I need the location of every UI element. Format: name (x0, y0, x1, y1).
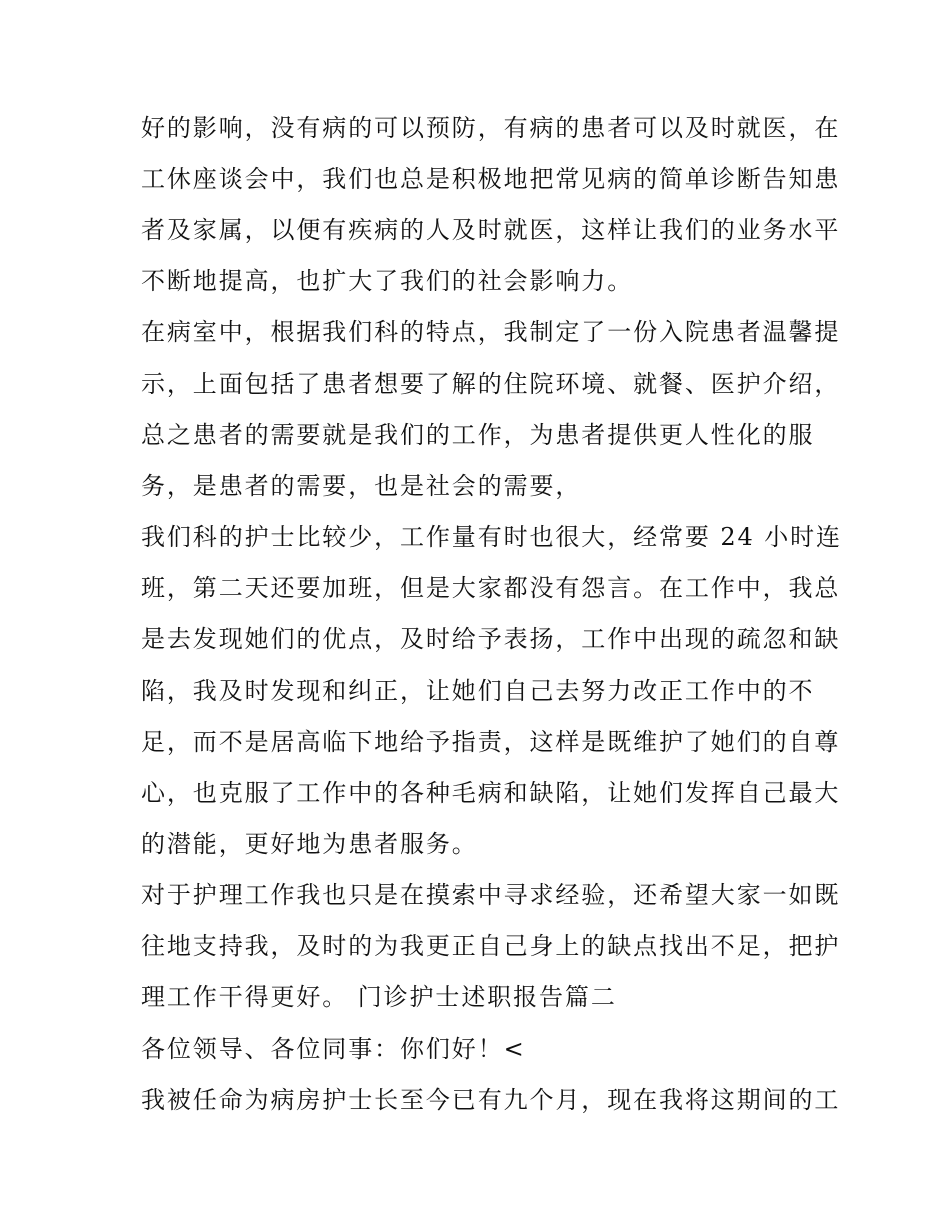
text-line: 班，第二天还要加班，但是大家都没有怨言。在工作中，我总 (141, 574, 841, 602)
text-line: 心，也克服了工作中的各种毛病和缺陷，让她们发挥自己最大 (141, 779, 841, 807)
text-line: 工休座谈会中，我们也总是积极地把常见病的简单诊断告知患 (141, 165, 841, 193)
text-line: 在病室中，根据我们科的特点，我制定了一份入院患者温馨提 (141, 318, 841, 346)
text-line: 足，而不是居高临下地给予指责，这样是既维护了她们的自尊 (141, 728, 841, 756)
text-line: 者及家属，以便有疾病的人及时就医，这样让我们的业务水平 (141, 216, 841, 244)
text-line: 是去发现她们的优点，及时给予表扬，工作中出现的疏忽和缺 (141, 625, 841, 653)
text-line: 不断地提高，也扩大了我们的社会影响力。 (141, 267, 634, 295)
text-line: 各位领导、各位同事：你们好！< (141, 1035, 526, 1063)
text-line: 往地支持我，及时的为我更正自己身上的缺点找出不足，把护 (141, 932, 841, 960)
text-line: 好的影响，没有病的可以预防，有病的患者可以及时就医，在 (141, 114, 841, 142)
text-line: 陷，我及时发现和纠正，让她们自己去努力改正工作中的不 (141, 677, 815, 705)
text-line: 我们科的护士比较少，工作量有时也很大，经常要 24 小时连 (141, 523, 842, 551)
text-line: 的潜能，更好地为患者服务。 (141, 830, 478, 858)
text-line: 总之患者的需要就是我们的工作，为患者提供更人性化的服 (141, 421, 815, 449)
text-line: 理工作干得更好。 门诊护士述职报告篇二 (141, 983, 617, 1011)
text-line: 示，上面包括了患者想要了解的住院环境、就餐、医护介绍， (141, 370, 841, 398)
text-line: 务，是患者的需要，也是社会的需要， (141, 472, 582, 500)
text-line: 对于护理工作我也只是在摸索中寻求经验，还希望大家一如既 (141, 881, 841, 909)
text-line: 我被任命为病房护士长至今已有九个月，现在我将这期间的工 (141, 1086, 841, 1114)
